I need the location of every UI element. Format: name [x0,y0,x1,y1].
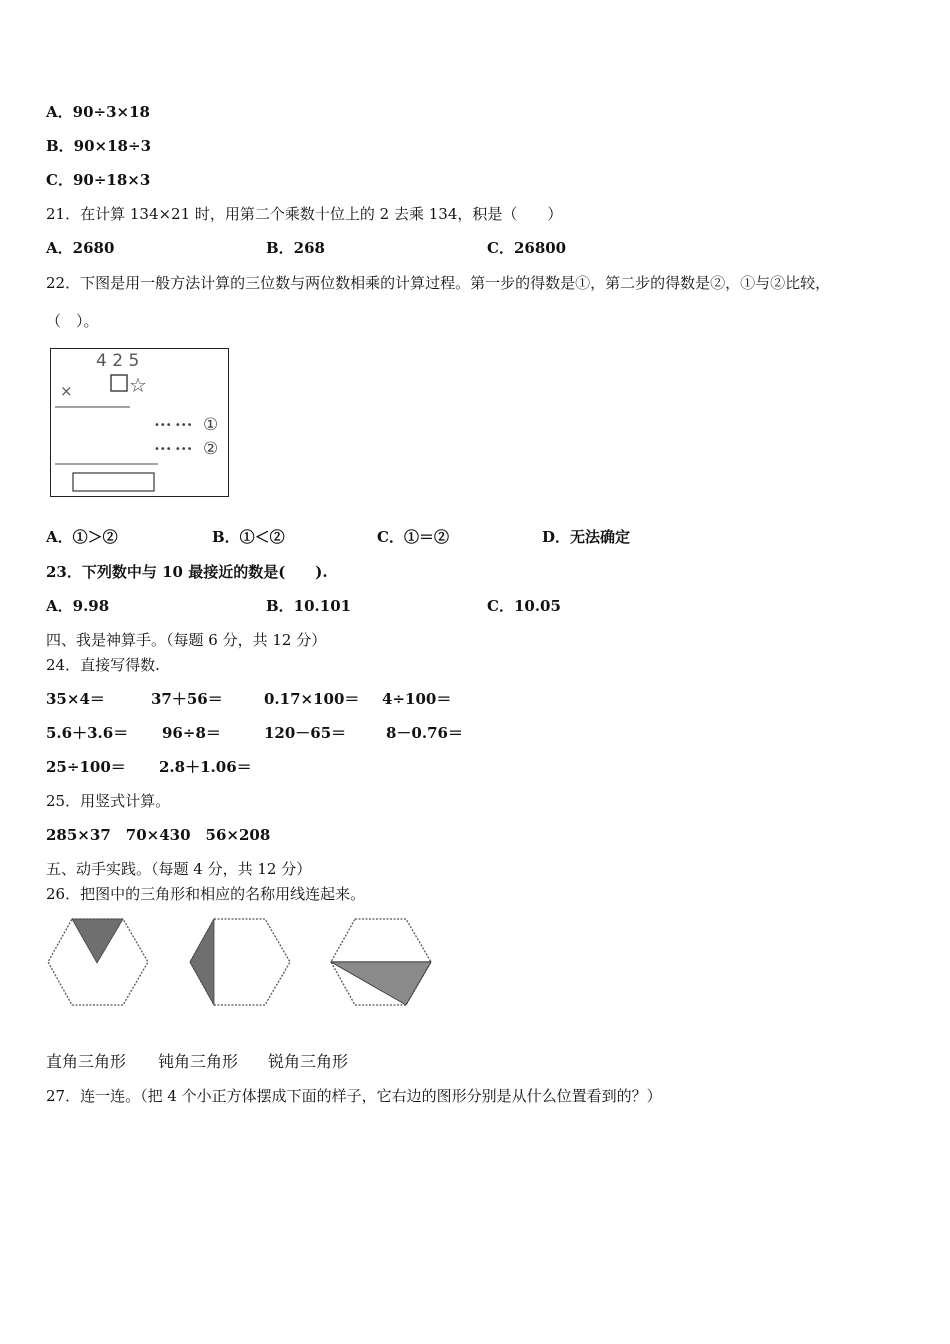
calc-item: 4÷100＝ [382,690,452,708]
calc-item: 8－0.76＝ [386,724,463,742]
dots-1: ••• ••• [154,420,193,431]
q22-option-c[interactable]: C．①＝② [377,528,449,546]
section4-title: 四、我是神算手。（每题 6 分，共 12 分） [46,631,327,649]
q24-stem: 24．直接写得数. [46,656,160,674]
q25-items: 285×37 70×430 56×208 [46,826,271,844]
star-icon: ☆ [129,373,147,397]
name-right-triangle[interactable]: 直角三角形 [46,1052,127,1071]
q25-stem: 25．用竖式计算。 [46,792,171,810]
shaded-triangle [190,919,214,1005]
name-acute-triangle[interactable]: 锐角三角形 [268,1052,349,1071]
name-obtuse-triangle[interactable]: 钝角三角形 [158,1052,239,1071]
calc-item: 2.8＋1.06＝ [159,758,252,776]
times-sign: × [60,382,73,400]
calc-item: 37＋56＝ [151,690,223,708]
dots-2: ••• ••• [154,444,193,455]
circle-label-2: ② [203,439,219,459]
q22-option-d[interactable]: D．无法确定 [542,528,631,546]
q20-option-c[interactable]: C．90÷18×3 [46,171,151,189]
q20-option-b[interactable]: B．90×18÷3 [46,137,152,155]
q23-stem: 23．下列数中与 10 最接近的数是( ). [46,563,328,581]
q21-stem: 21．在计算 134×21 时，用第二个乘数十位上的 2 去乘 134，积是（ ） [46,205,563,223]
q22-stem-line1: 22．下图是用一般方法计算的三位数与两位数相乘的计算过程。第一步的得数是①，第二步的得数是②，①与②比较， [46,274,831,292]
q22-option-a[interactable]: A．①＞② [46,528,118,546]
q21-option-c[interactable]: C．26800 [487,239,567,257]
hexagon-figure-2[interactable] [188,917,292,1007]
q21-option-a[interactable]: A．2680 [46,239,115,257]
q27-stem: 27．连一连。（把 4 个小正方体摆成下面的样子，它右边的图形分别是从什么位置看到的？） [46,1087,662,1105]
calc-item: 120－65＝ [264,724,347,742]
calc-item: 96÷8＝ [162,724,221,742]
q23-option-b[interactable]: B．10.101 [266,597,352,615]
calc-item: 5.6＋3.6＝ [46,724,129,742]
q23-option-a[interactable]: A．9.98 [46,597,110,615]
multiplicand-digits: 4 2 5 [96,351,140,371]
hexagon-figure-3[interactable] [329,917,433,1007]
q22-multiplication-figure [50,348,230,498]
q22-option-b[interactable]: B．①＜② [212,528,285,546]
section5-title: 五、动手实践。（每题 4 分，共 12 分） [46,860,312,878]
q23-option-c[interactable]: C．10.05 [487,597,561,615]
calc-item: 25÷100＝ [46,758,126,776]
calc-item: 35×4＝ [46,690,105,708]
calc-item: 0.17×100＝ [264,690,360,708]
circle-label-1: ① [203,415,219,435]
q21-option-b[interactable]: B．268 [266,239,325,257]
q22-stem-line2: （ ）。 [46,312,99,330]
hexagon-figure-1[interactable] [46,917,150,1007]
q26-stem: 26．把图中的三角形和相应的名称用线连起来。 [46,885,366,903]
q20-option-a[interactable]: A．90÷3×18 [46,103,150,121]
